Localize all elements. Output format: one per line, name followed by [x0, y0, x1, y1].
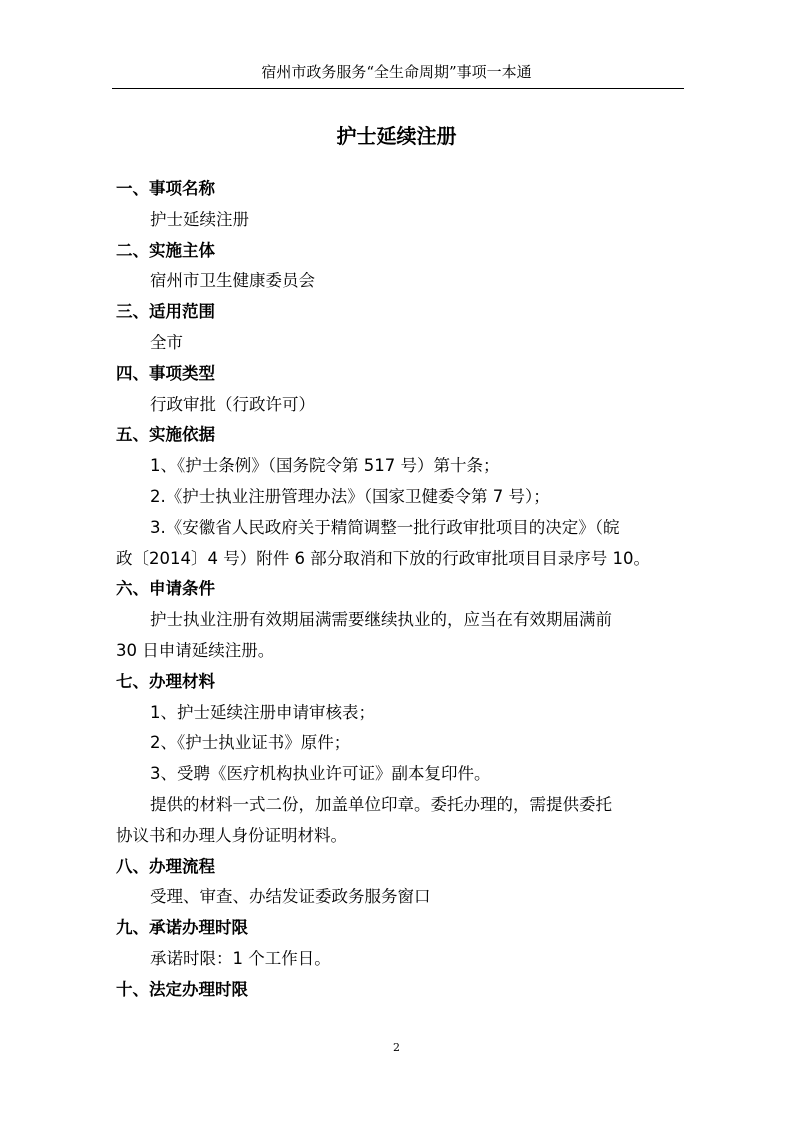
section-heading-process: 八、办理流程 — [116, 856, 215, 876]
section-heading-item-type: 四、事项类型 — [116, 363, 215, 383]
section-heading-scope: 三、适用范围 — [116, 302, 215, 322]
section-heading-item-name: 一、事项名称 — [116, 179, 215, 198]
section-text: 行政审批（行政许可） — [150, 394, 315, 414]
section-text: 1、《护士条例》（国务院令第 517 号）第十条； — [150, 456, 500, 476]
document-body — [116, 174, 686, 1006]
section-text: 护士执业注册有效期届满需要继续执业的，应当在有效期届满前 — [150, 610, 612, 630]
section-text: 1、护士延续注册申请审核表； — [150, 702, 375, 722]
section-heading-legal-basis: 五、实施依据 — [116, 425, 215, 445]
section-text: 3、受聘《医疗机构执业许可证》副本复印件。 — [150, 764, 491, 784]
section-text: 2、《护士执业证书》原件； — [150, 733, 351, 753]
section-text: 承诺时限：1 个工作日。 — [150, 948, 331, 968]
section-text: 协议书和办理人身份证明材料。 — [116, 825, 347, 845]
section-heading-promised-time-limit: 九、承诺办理时限 — [116, 918, 248, 938]
section-text: 2.《护士执业注册管理办法》（国家卫健委令第 7 号）； — [150, 486, 550, 506]
section-text: 30 日申请延续注册。 — [116, 640, 275, 660]
page-header: 宿州市政务服务“全生命周期”事项一本通 — [261, 63, 532, 81]
header-rule — [112, 88, 684, 89]
section-heading-implementing-body: 二、实施主体 — [116, 240, 215, 260]
section-text: 宿州市卫生健康委员会 — [150, 271, 315, 291]
section-text: 护士延续注册 — [150, 209, 249, 229]
document-title: 护士延续注册 — [336, 124, 457, 148]
section-text: 受理、审查、办结发证委政务服务窗口 — [150, 887, 431, 907]
section-heading-conditions: 六、申请条件 — [116, 579, 215, 599]
section-text: 提供的材料一式二份，加盖单位印章。委托办理的，需提供委托 — [150, 794, 612, 814]
section-text: 政〔2014〕4 号）附件 6 部分取消和下放的行政审批项目目录序号 10。 — [116, 548, 650, 568]
page-number: 2 — [393, 1041, 400, 1054]
section-heading-legal-time-limit: 十、法定办理时限 — [116, 979, 248, 999]
section-text: 3.《安徽省人民政府关于精简调整一批行政审批项目的决定》（皖 — [150, 517, 620, 537]
section-text: 全市 — [150, 332, 183, 352]
section-heading-materials: 七、办理材料 — [116, 671, 215, 691]
